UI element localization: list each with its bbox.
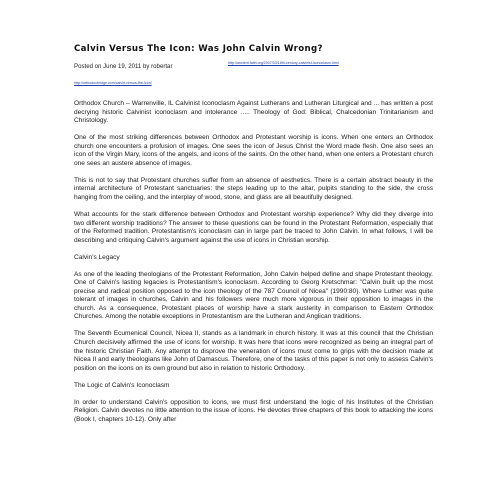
- source-link-left[interactable]: http://orthodoxbridge.com/calvin-versus-the-icon/: [74, 81, 152, 85]
- paragraph: This is not to say that Protestant churches suffer from an absence of aesthetics. There is a certain abstract beauty in the internal architecture of Protestant sanctuaries: the steps leading up to the altar, pulpits standing to the side, the cross hanging from the ceiling, and the interplay of wood, stone, and glass are all beautifully designed.: [74, 176, 433, 201]
- paragraph: What accounts for the stark difference between Orthodox and Protestant worship experience? Why did they diverge into two different worship traditions? The answer to these questions can be found in the Protestant Reformation, especially that of the Reformed tradition. Protestantism's iconoclasm can in large part be traced to John Calvin. In what follows, I will be describing and critiquing Calvin's argument against the use of icons in Christian worship.: [74, 210, 433, 244]
- source-link-right[interactable]: http://ancient-faith.org/2007/03/16th-century-calvinist-iconoclasm.html: [228, 61, 339, 65]
- meta-row: [74, 61, 433, 73]
- section-heading-legacy: Calvin's Legacy: [74, 253, 120, 261]
- posted-line: Posted on June 19, 2011 by robertar: [74, 63, 173, 70]
- article-title: Calvin Versus The Icon: Was John Calvin Wrong?: [74, 44, 323, 54]
- paragraph: As one of the leading theologians of the Protestant Reformation, John Calvin helped define and shape Protestant theology. One of Calvin's lasting legacies is Protestantism's iconoclasm. According to Georg Kretschmar: "Calvin built up the most precise and radical position opposed to the icon theology of the 787 Council of Nicea" (1990:80). Where Luther was quite tolerant of images in churches, Calvin and his followers were much more vigorous in their opposition to images in the church. As a consequence, Protestant places of worship have a stark austerity in comparison to Eastern Orthodox Churches. Among the notable exceptions in Protestantism are the Lutheran and Anglican traditions.: [74, 270, 433, 321]
- paragraph-intro: Orthodox Church – Warrenville, IL Calvinist Iconoclasm Against Lutherans and Lutheran Liturgical and ... has written a post decrying historic Calvinist iconoclasm and intolerance ..... Theology of God: Biblical, Chalcedonian Trinitarianism and Christology.: [74, 100, 433, 125]
- paragraph: One of the most striking differences between Orthodox and Protestant worship is icons. When one enters an Orthodox church one encounters a profusion of images. One sees the icon of Jesus Christ the Word made flesh. One also sees an icon of the Virgin Mary, icons of the angels, and icons of the saints. On the other hand, when one enters a Protestant church one sees an austere absence of images.: [74, 134, 433, 167]
- paragraph: The Seventh Ecumenical Council, Nicea II, stands as a landmark in church history. It was at this council that the Christian Church decisively affirmed the use of icons for worship. It was here that icons were recognized as being an integral part of the historic Christian Faith. Any attempt to disprove the veneration of icons must come to grips with the decision made at Nicea II and early theologians like John of Damascus. Therefore, one of the tasks of this paper is not only to assess Calvin's position on the icons on its own ground but also in relation to historic Orthodoxy.: [74, 330, 433, 372]
- paragraph: In order to understand Calvin's opposition to icons, we must first understand the logic of his Institutes of the Christian Religion. Calvin devotes no little attention to the issue of icons. He devotes three chapters of this book to attacking the icons (Book I, chapters 10-12). Only after: [74, 398, 433, 423]
- section-heading-logic: The Logic of Calvin's Iconoclasm: [74, 381, 170, 389]
